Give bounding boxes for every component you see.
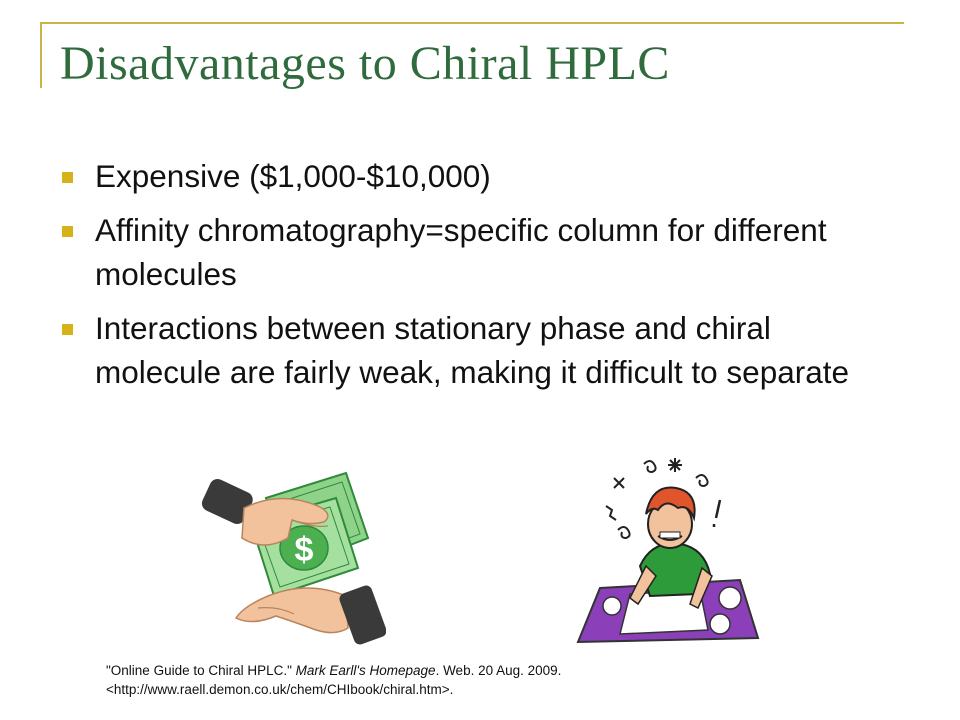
bullet-square-icon xyxy=(62,226,73,237)
student-figure xyxy=(630,488,712,608)
bullet-item xyxy=(60,208,890,296)
frame-top-rule xyxy=(40,22,904,24)
receiving-hand xyxy=(236,584,386,646)
frame-left-rule xyxy=(40,22,42,88)
bullet-text: Expensive ($1,000-$10,000) xyxy=(95,158,491,194)
bullet-list xyxy=(60,154,890,404)
stressed-student-clipart xyxy=(570,448,770,648)
bullet-item xyxy=(60,154,890,198)
slide-title: Disadvantages to Chiral HPLC xyxy=(60,37,670,90)
svg-text:$: $ xyxy=(294,531,314,569)
bullet-text: Affinity chromatography=specific column for different molecules xyxy=(95,212,827,292)
citation-title: "Online Guide to Chiral HPLC." xyxy=(106,663,296,678)
citation-line xyxy=(106,661,561,680)
bullet-text: Interactions between stationary phase and chiral molecule are fairly weak, making it difficult to separate xyxy=(95,310,850,390)
bullet-item xyxy=(60,306,890,394)
citation xyxy=(106,661,561,699)
citation-date: . Web. 20 Aug. 2009. xyxy=(435,663,562,678)
citation-source: Mark Earll's Homepage xyxy=(295,663,436,678)
bullet-square-icon xyxy=(62,324,73,335)
money-exchange-clipart xyxy=(196,468,386,654)
bullet-square-icon xyxy=(62,172,73,183)
citation-url: <http://www.raell.demon.co.uk/chem/CHIbook/chiral.htm>. xyxy=(106,682,454,697)
